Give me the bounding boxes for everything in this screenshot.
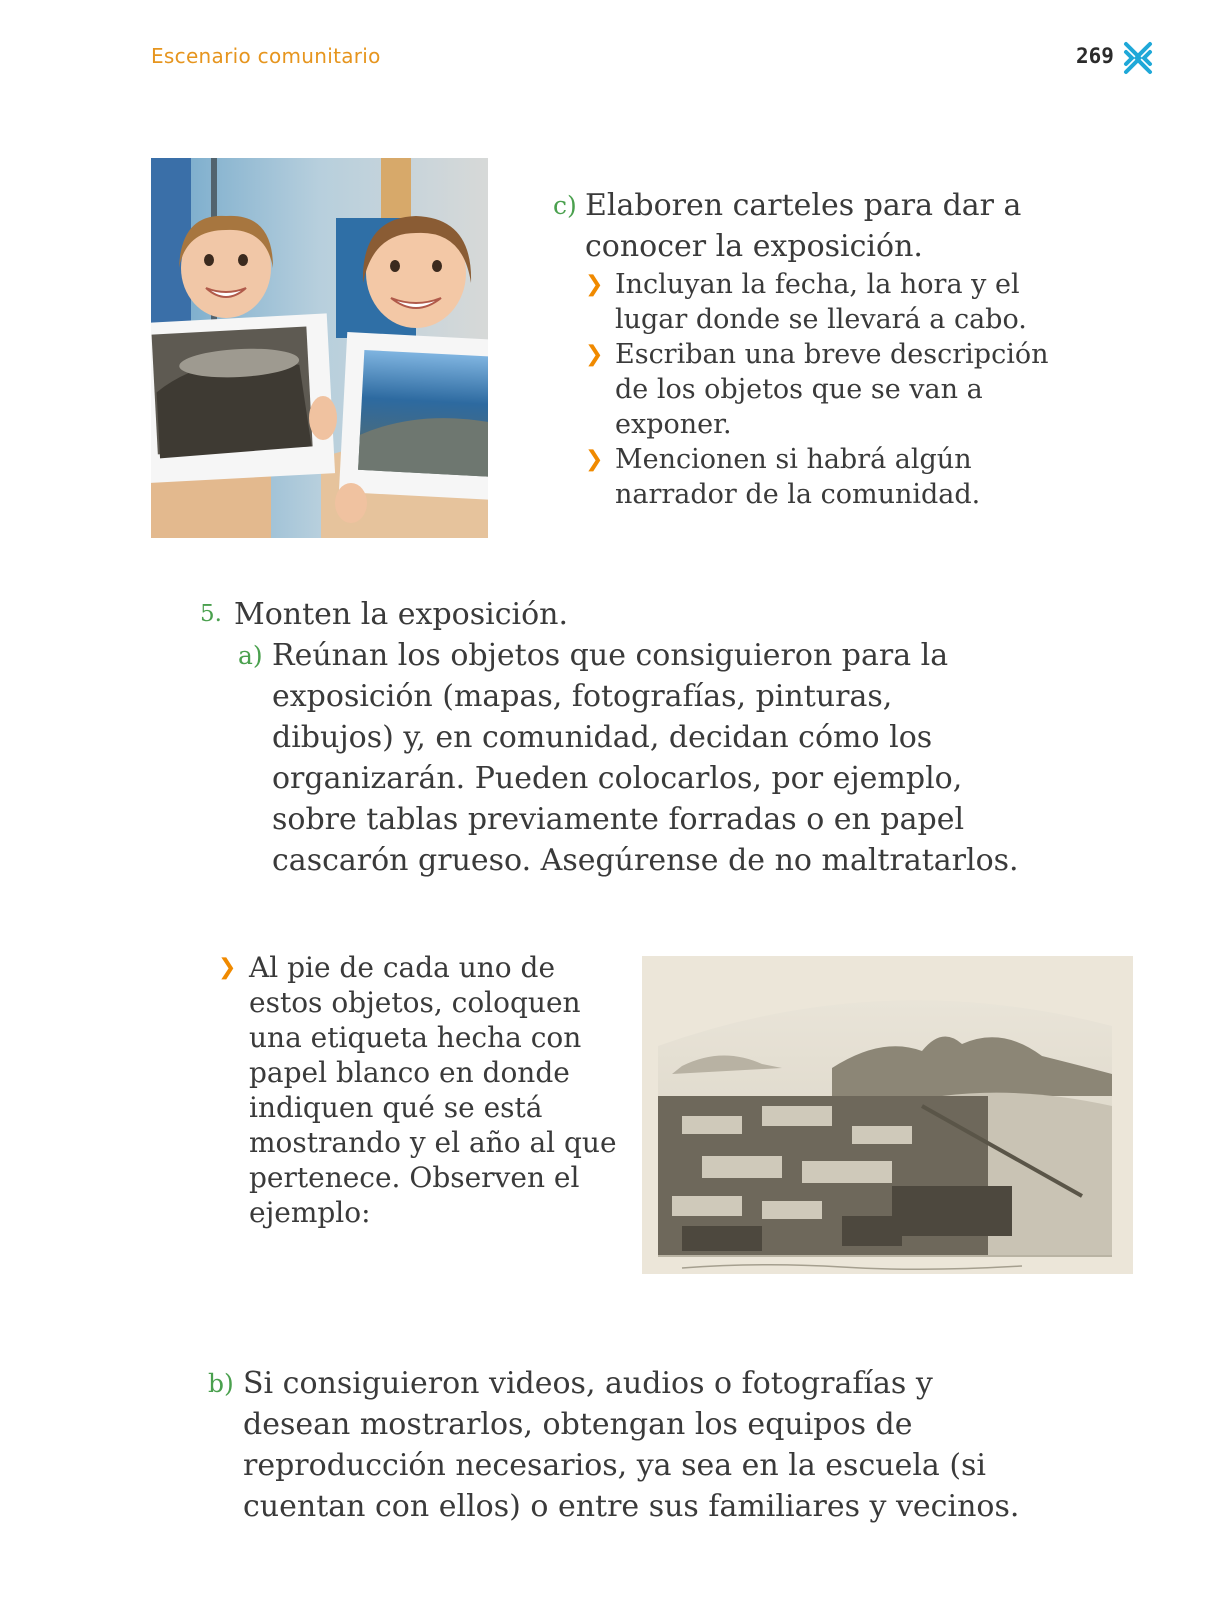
list-item <box>585 337 1073 442</box>
chevron-right-icon: ❯ <box>585 342 604 367</box>
list-item <box>585 442 1073 512</box>
list-item <box>585 267 1073 337</box>
step-5-text: Monten la exposición. <box>234 597 569 632</box>
page-number: 269 <box>1076 44 1114 68</box>
item-c-bullet-list <box>553 267 1073 512</box>
item-c-text: Elaboren carteles para dar a conocer la exposición. <box>585 188 1022 264</box>
item-b-marker: b) <box>208 1369 234 1398</box>
bullet-text: Escriban una breve descripción de los objetos que se van a exponer. <box>615 339 1049 440</box>
item-a-marker: a) <box>238 641 263 670</box>
item-a-text: Reúnan los objetos que consiguieron para la exposición (mapas, fotografías, pinturas, dibujos) y, en comunidad, decidan cómo los organizarán. Pueden colocarlos, por ejemplo, sobre tablas previamente forradas o en papel cascarón grueso. Asegúrense de no maltratarlos. <box>272 638 1019 878</box>
historic-city-photograph <box>642 956 1133 1274</box>
step-5-marker: 5. <box>200 601 222 627</box>
bullet-text: Incluyan la fecha, la hora y el lugar donde se llevará a cabo. <box>615 269 1027 335</box>
chevron-right-icon: ❯ <box>218 955 237 980</box>
photo-girls-holding-pictures <box>151 158 488 538</box>
bullet-text: Mencionen si habrá algún narrador de la comunidad. <box>615 444 981 510</box>
chevron-right-icon: ❯ <box>585 447 604 472</box>
label-instruction-text: Al pie de cada uno de estos objetos, coloquen una etiqueta hecha con papel blanco en donde indiquen qué se está mostrando y el año al que pertenece. Observen el ejemplo: <box>249 951 617 1229</box>
aztec-knot-icon <box>1122 40 1154 76</box>
header-section-title: Escenario comunitario <box>151 44 381 68</box>
chevron-right-icon: ❯ <box>585 272 604 297</box>
item-b-text: Si consiguieron videos, audios o fotografías y desean mostrarlos, obtengan los equipos de reproducción necesarios, ya sea en la escuela (si cuentan con ellos) o entre sus familiares y vecinos. <box>243 1366 1020 1524</box>
item-c-marker: c) <box>553 191 577 220</box>
